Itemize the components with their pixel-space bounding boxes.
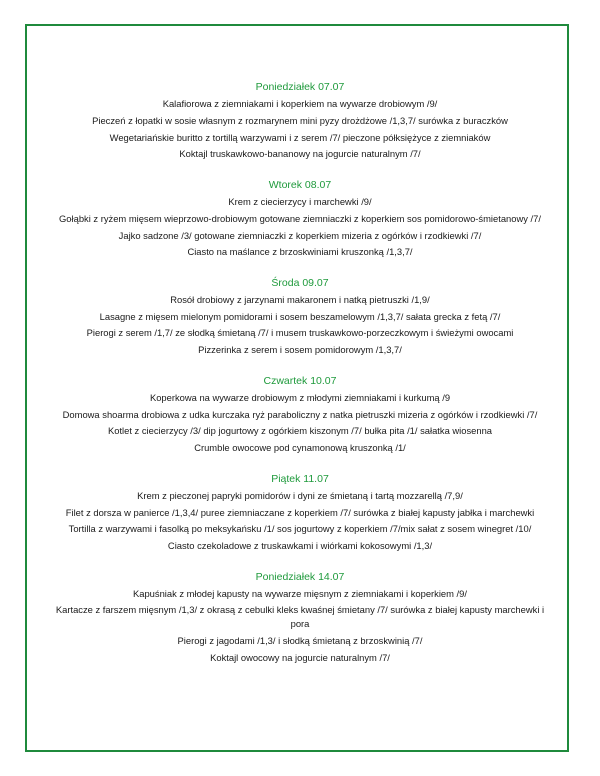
dish-item: Kalafiorowa z ziemniakami i koperkiem na wywarze drobiowym /9/ bbox=[162, 98, 438, 109]
day-title: Środa 09.07 bbox=[271, 276, 329, 289]
dish-item: Kapuśniak z młodej kapusty na wywarze mięsnym z ziemniakami i koperkiem /9/ bbox=[133, 587, 467, 599]
dish-item: Pizzerinka z serem i sosem pomidorowym /1,3,7/ bbox=[198, 344, 402, 356]
day-section bbox=[40, 568, 560, 665]
weekly-menu bbox=[40, 78, 560, 664]
day-section bbox=[40, 274, 560, 357]
dish-item: Filet z dorsza w panierce /1,3,4/ puree ziemniaczane z koperkiem /7/ surówka z białej kapusty jabłka i marchewki bbox=[65, 506, 535, 518]
day-title: Czwartek 10.07 bbox=[263, 374, 337, 387]
dish-item: Kartacze z farszem mięsnym /1,3/ z okrasą z cebulki kleks kwaśnej śmietany /7/ surówka z białej kapusty marchewki i pora bbox=[55, 604, 545, 630]
dish-item: Rosół drobiowy z jarzynami makaronem i natką pietruszki /1,9/ bbox=[170, 293, 430, 305]
day-title: Piątek 11.07 bbox=[271, 472, 329, 485]
dish-item: Kotlet z ciecierzycy /3/ dip jogurtowy z ogórkiem kiszonym /7/ bułka pita /1/ sałatka wiosenna bbox=[107, 425, 493, 437]
dish-item: Pieczeń z łopatki w sosie własnym z rozmarynem mini pyzy drożdżowe /1,3,7/ surówka z buraczków bbox=[92, 114, 508, 126]
dish-item: Pierogi z serem /1,7/ ze słodką śmietaną /7/ i musem truskawkowo-porzeczkowym i świeżymi owocami bbox=[86, 327, 514, 339]
dish-item: Gołąbki z ryżem mięsem wieprzowo-drobiowym gotowane ziemniaczki z koperkiem sos pomidorowo-śmietanowy /7/ bbox=[59, 212, 541, 224]
dish-item: Tortilla z warzywami i fasolką po meksykańsku /1/ sos jogurtowy z koperkiem /7/mix sałat z sosem winegret /10/ bbox=[68, 523, 532, 535]
dish-item: Jajko sadzone /3/ gotowane ziemniaczki z koperkiem mizeria z ogórków i rzodkiewki /7/ bbox=[118, 229, 482, 241]
dish-item: Krem z ciecierzycy i marchewki /9/ bbox=[228, 195, 372, 207]
day-section bbox=[40, 372, 560, 455]
day-title: Poniedziałek 07.07 bbox=[255, 81, 345, 93]
dish-item: Wegetariańskie buritto z tortillą warzywami i z serem /7/ pieczone półksiężyce z ziemniaków bbox=[109, 131, 491, 143]
dish-item: Koktajl owocowy na jogurcie naturalnym /7/ bbox=[210, 651, 390, 663]
dish-item: Krem z pieczonej papryki pomidorów i dyni ze śmietaną i tartą mozzarellą /7,9/ bbox=[137, 489, 463, 501]
dish-item: Pierogi z jagodami /1,3/ i słodką śmietaną z brzoskwinią /7/ bbox=[177, 634, 423, 646]
day-section bbox=[40, 176, 560, 259]
dish-item: Ciasto czekoladowe z truskawkami i wiórkami kokosowymi /1,3/ bbox=[167, 540, 433, 552]
dish-item: Domowa shoarma drobiowa z udka kurczaka ryż paraboliczny z natka pietruszki mizeria z ogórków i rzodkiewki /7/ bbox=[62, 408, 538, 420]
dish-item: Koperkowa na wywarze drobiowym z młodymi ziemniakami i kurkumą /9 bbox=[149, 391, 451, 403]
dish-item: Ciasto na maślance z brzoskwiniami kruszonką /1,3,7/ bbox=[187, 246, 413, 258]
day-title: Poniedziałek 14.07 bbox=[255, 570, 345, 583]
day-title: Wtorek 08.07 bbox=[268, 178, 332, 191]
day-section bbox=[40, 470, 560, 553]
dish-item: Lasagne z mięsem mielonym pomidorami i sosem beszamelowym /1,3,7/ sałata grecka z fetą /7/ bbox=[99, 310, 501, 322]
day-section bbox=[40, 78, 560, 161]
dish-item: Crumble owocowe pod cynamonową kruszonką /1/ bbox=[194, 442, 406, 454]
dish-item: Koktajl truskawkowo-bananowy na jogurcie naturalnym /7/ bbox=[179, 148, 421, 160]
